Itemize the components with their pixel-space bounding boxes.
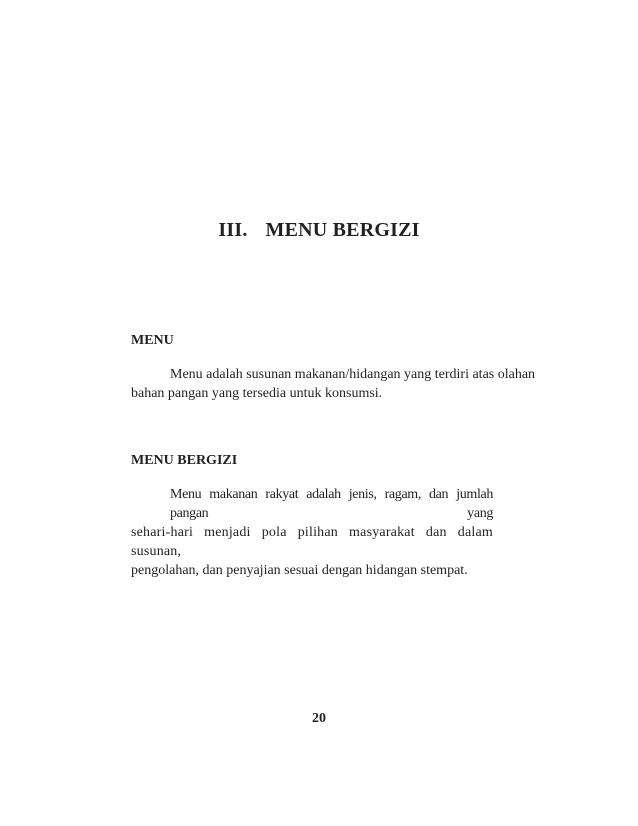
paragraph-line: sehari-hari menjadi pola pilihan masyarakat dan dalam susunan, [131, 525, 493, 559]
page-number: 20 [312, 711, 326, 726]
paragraph-line: Menu makanan rakyat adalah jenis, ragam, dan jumlah pangan yang [170, 487, 493, 521]
paragraph-line: Menu adalah susunan makanan/hidangan yang terdiri atas olahan [170, 367, 536, 382]
paragraph-line: bahan pangan yang tersedia untuk konsumsi. [131, 386, 383, 401]
section-heading-menu-bergizi: MENU BERGIZI [131, 453, 238, 468]
paragraph-line: pengolahan, dan penyajian sesuai dengan hidangan stempat. [131, 563, 468, 578]
chapter-number: III. [218, 219, 248, 241]
section-heading-menu: MENU [131, 333, 174, 348]
chapter-title [0, 219, 638, 242]
paragraph-menu-bergizi [131, 485, 493, 580]
chapter-title-text: MENU BERGIZI [265, 219, 420, 241]
paragraph-menu [131, 365, 536, 403]
